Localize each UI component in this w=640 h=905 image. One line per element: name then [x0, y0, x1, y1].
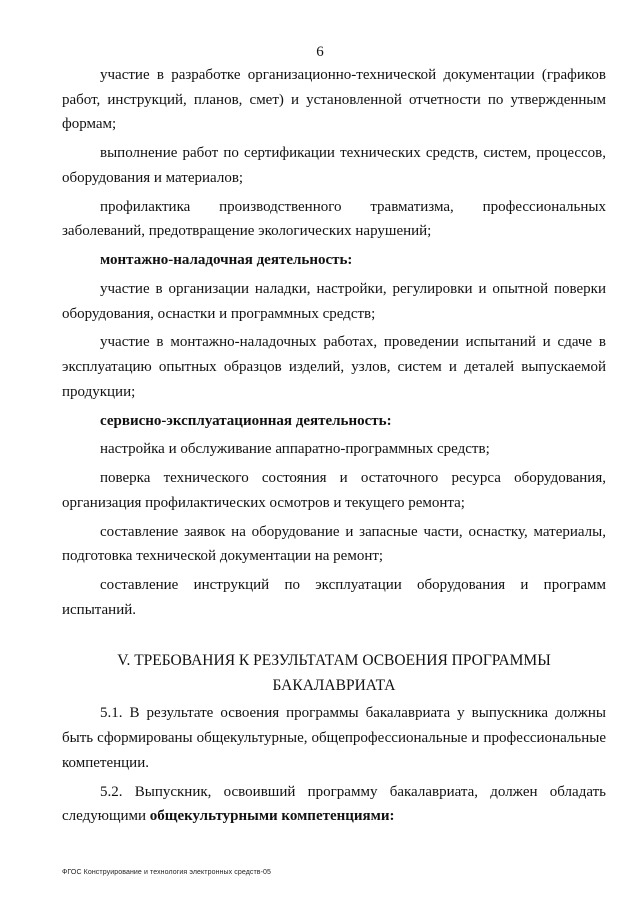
paragraph-5-1: 5.1. В результате освоения программы бакалавриата у выпускника должны быть сформированы общекультурные, общепрофессиональные и профессиональные компетенции. [62, 705, 606, 771]
paragraph-hw-sw-maintenance: настройка и обслуживание аппаратно-программных средств; [100, 441, 490, 458]
paragraph-5-2-bold: общекультурными компетенциями: [149, 808, 395, 825]
section-title [62, 648, 606, 698]
paragraph-5-2 [62, 780, 606, 829]
heading-installation-activity: монтажно-наладочная деятельность: [100, 252, 353, 269]
section-title-line-2: БАКАЛАВРИАТА [272, 677, 396, 695]
paragraph-setup-organization: участие в организации наладки, настройки, регулировки и опытной поверки оборудования, оснастки и программных средств; [62, 280, 606, 322]
page-number: 6 [316, 44, 324, 60]
paragraph-instructions: составление инструкций по эксплуатации оборудования и программ испытаний. [62, 577, 606, 618]
heading-service-activity: сервисно-эксплуатационная деятельность: [100, 412, 392, 429]
paragraph-org-tech-docs: участие в разработке организационно-технической документации (графиков работ, инструкций, планов, смет) и установленной отчетности по утвержденным формам; [62, 67, 606, 133]
paragraph-5-2-text: 5.2. Выпускник, освоивший программу бакалавриата, должен обладать следующими [62, 783, 606, 825]
paragraph-prevention: профилактика производственного травматизма, профессиональных заболеваний, предотвращение экологических нарушений; [62, 198, 606, 240]
section-title-line-1: V. ТРЕБОВАНИЯ К РЕЗУЛЬТАТАМ ОСВОЕНИЯ ПРОГРАММЫ [117, 652, 551, 670]
paragraph-equipment-check: поверка технического состояния и остаточного ресурса оборудования, организация профилактических осмотров и текущего ремонта; [62, 470, 606, 511]
document-body [62, 63, 606, 833]
paragraph-installation-works: участие в монтажно-наладочных работах, проведении испытаний и сдаче в эксплуатацию опытных образцов изделий, узлов, систем и деталей выпускаемой продукции; [62, 334, 606, 400]
paragraph-certification: выполнение работ по сертификации технических средств, систем, процессов, оборудования и материалов; [62, 145, 606, 186]
paragraph-requests: составление заявок на оборудование и запасные части, оснастку, материалы, подготовка технической документации на ремонт; [62, 523, 606, 565]
footer-standard-name: ФГОС Конструирование и технология электронных средств-05 [62, 869, 272, 876]
